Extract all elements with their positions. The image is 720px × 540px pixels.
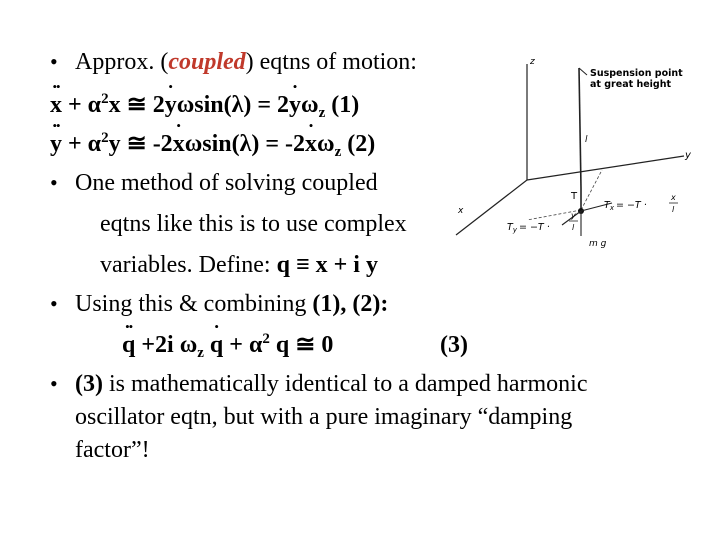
bullet-bold-ref: (1), (2): [312,291,389,317]
ty-label [507,222,550,234]
bullet-text: is mathematically identical to a damped harmonic [102,371,588,397]
bullet-bold-ref: (3) [75,371,103,397]
x-dot: • x [173,130,185,158]
tx-frac-den: l [672,205,675,214]
eq-term: +2i ω [135,332,198,358]
bullet-text: ) eqtns of motion: [245,49,417,75]
ty-frac-den: l [572,223,575,232]
equation-3 [122,331,333,359]
eq-term: ω [317,131,335,157]
eq-term: ωsin(λ) = -2 [184,131,306,157]
suspension-caption-1: Suspension point [590,68,683,79]
eq-term: y ≅ -2 [108,131,173,157]
bullet-text: Using this & combining [75,291,313,317]
suspension-caption-2: at great height [590,79,672,90]
body-text: variables. Define: [100,252,277,278]
ty-symbol: T [507,222,513,233]
bullet-method: One method of solving coupled [75,170,378,196]
bullet-marker: • [50,49,58,74]
eq-number: (1) [325,92,360,118]
eq-term: q ≅ 0 [269,332,334,358]
bullet-text: Approx. ( [75,49,169,75]
bullet-identical [75,370,587,398]
tx-subscript: x [609,204,614,212]
pendulum-string [579,68,581,188]
q-double-dot: •• q [122,331,135,359]
eq-subscript: z [334,144,342,160]
projection-line [581,170,602,210]
length-label: l [585,135,588,145]
suspension-pointer [579,68,587,75]
eq-term: + α [223,332,263,358]
body-line: factor”! [75,437,150,463]
body-line: eqtns like this is to use complex [100,211,407,237]
y-axis-label: y [685,150,691,161]
eq-superscript: 2 [101,130,109,146]
tension-label: T [571,191,578,202]
q-dot: • q [210,331,223,359]
y-axis [527,156,684,180]
eq-superscript: 2 [262,331,270,347]
tx-label [604,200,647,212]
q-definition: q ≡ x + i y [276,252,378,278]
ty-frac-num: y [571,211,576,220]
x-axis-label: x [458,206,464,216]
y-dot: • y [165,91,177,119]
eq-term: + α [62,131,102,157]
equation-1 [50,91,359,119]
body-line: oscillator eqtn, but with a pure imaginary “damping [75,404,573,430]
bullet-combining [75,290,388,318]
bullet-marker: • [50,291,58,316]
bullet-marker: • [50,371,58,396]
tx-symbol: T [604,200,610,211]
equation-3-number: (3) [440,332,468,358]
body-line-define [100,251,378,279]
eq-term: + α [62,92,102,118]
y-double-dot: •• y [50,130,62,158]
eq-term: ω [301,92,319,118]
x-double-dot: •• x [50,91,62,119]
eq-superscript: 2 [101,91,109,107]
z-axis-label: z [530,57,535,67]
highlight-coupled: coupled [168,49,246,75]
x-dot: • x [305,130,317,158]
bullet-coupled-equations [75,48,417,76]
equation-2 [50,130,375,158]
eq-subscript: z [318,105,326,121]
eq-number: (2) [341,131,376,157]
ty-equals: = −T · [518,222,550,233]
bullet-marker: • [50,170,58,195]
y-dot: • y [289,91,301,119]
weight-label: m g [589,239,607,249]
eq-term: ωsin(λ) = 2 [176,92,290,118]
ty-subscript: y [512,226,517,234]
tx-frac-num: x [671,193,676,202]
pendulum-diagram [452,50,720,260]
eq-subscript: z [197,345,204,361]
eq-term: x ≅ 2 [108,92,165,118]
tx-equals: = −T · [615,200,647,211]
